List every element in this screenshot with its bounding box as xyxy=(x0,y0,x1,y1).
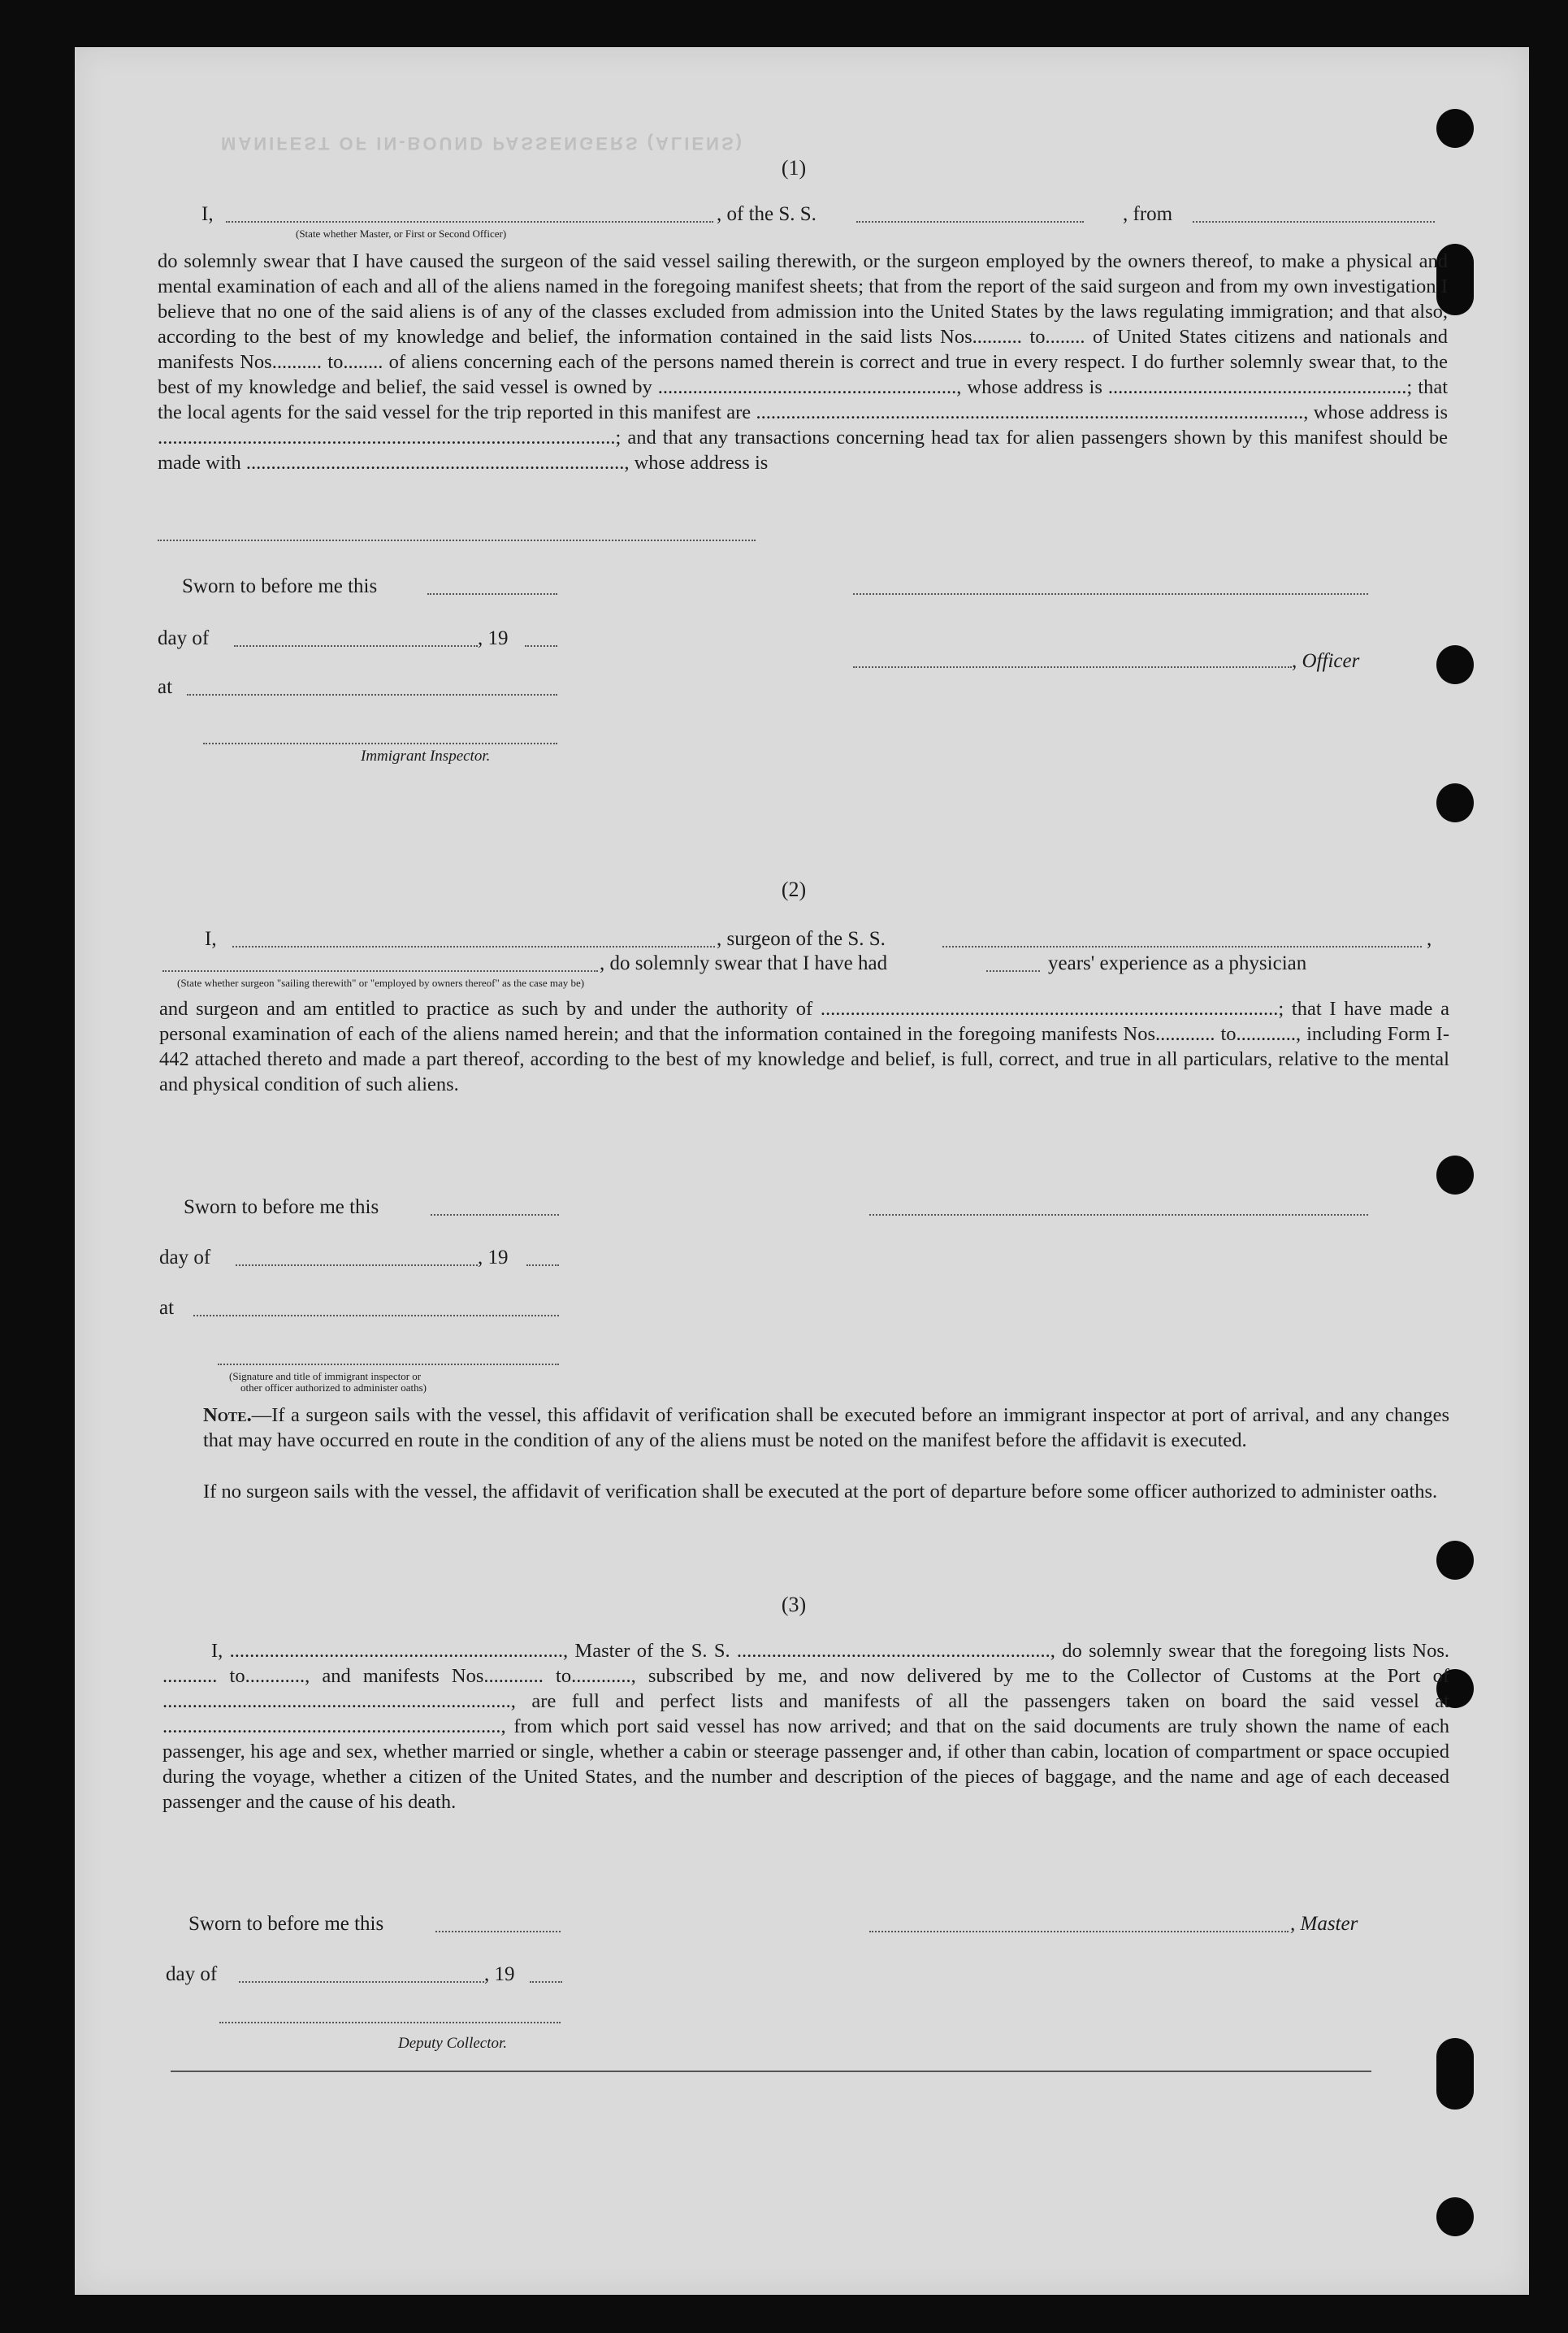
s3-sworn: Sworn to before me this xyxy=(188,1913,384,1935)
binder-hole xyxy=(1436,1156,1474,1195)
binder-hole xyxy=(1436,645,1474,684)
s2-ship-blank xyxy=(942,946,1422,948)
section-2-number: (2) xyxy=(781,878,807,901)
s2-note-2: If no surgeon sails with the vessel, the affidavit of verification shall be executed at the port of departure before some officer authorized to administer oaths. xyxy=(203,1481,1438,1503)
s3-day-blank xyxy=(239,1981,484,1983)
s1-officer-line xyxy=(853,666,1292,668)
s2-sworn: Sworn to before me this xyxy=(184,1196,379,1218)
s1-officer: , Officer xyxy=(1292,650,1360,672)
s2-note-label: Note. xyxy=(203,1404,252,1426)
s2-role-note: (State whether surgeon "sailing therewith" or "employed by owners thereof" as the case may be) xyxy=(177,977,585,989)
s1-sworn: Sworn to before me this xyxy=(182,575,378,597)
s1-day-of: day of xyxy=(158,627,210,649)
s2-year-blank xyxy=(526,1264,559,1266)
s2-at-blank xyxy=(193,1315,559,1316)
binder-hole xyxy=(1436,1541,1474,1580)
s3-year: , 19 xyxy=(484,1963,515,1985)
s1-day-blank xyxy=(234,645,478,647)
s3-master-line xyxy=(869,1931,1289,1932)
faint-header: MANIFEST OF IN-BOUND PASSENGERS (ALIENS) xyxy=(221,133,744,154)
s1-of-ss: , of the S. S. xyxy=(717,203,816,225)
s1-from: , from xyxy=(1123,203,1173,225)
s3-collector-line xyxy=(219,2022,561,2023)
s2-note xyxy=(203,1403,1449,1453)
binder-hole-double xyxy=(1436,2038,1474,2110)
s1-inspector: Immigrant Inspector. xyxy=(361,748,491,765)
s2-solemnly: , do solemnly swear that I have had xyxy=(600,952,888,974)
s1-at: at xyxy=(158,676,173,698)
s1-sworn-blank xyxy=(427,593,557,595)
section-1-number: (1) xyxy=(781,156,807,180)
s2-sig-note-2: other officer authorized to administer oaths) xyxy=(240,1381,427,1394)
s2-year: , 19 xyxy=(478,1247,509,1268)
s3-collector: Deputy Collector. xyxy=(398,2035,508,2052)
s1-i-label: I, xyxy=(201,203,214,225)
s2-sig-line xyxy=(218,1364,559,1365)
section-3-number: (3) xyxy=(781,1593,807,1616)
s1-ship-blank xyxy=(856,221,1084,223)
s3-day-of: day of xyxy=(166,1963,218,1985)
s2-sig-note-1: (Signature and title of immigrant inspector or xyxy=(229,1370,422,1382)
s1-from-blank xyxy=(1193,221,1435,223)
s1-address-blank xyxy=(158,540,756,541)
s2-sworn-blank xyxy=(431,1214,559,1216)
s2-note-text: —If a surgeon sails with the vessel, this affidavit of verification shall be executed before an immigrant inspector at port of arrival, and any changes that may have occurred en route in the condition of any of the aliens must be noted on the manifest before the affidavit is executed. xyxy=(203,1404,1449,1451)
s1-year: , 19 xyxy=(478,627,509,649)
s2-signature-line xyxy=(869,1214,1368,1216)
s2-years-blank xyxy=(986,970,1040,972)
s2-name-blank xyxy=(232,946,715,948)
s2-role-blank xyxy=(162,970,598,972)
binder-hole xyxy=(1436,109,1474,148)
s2-years-exp: years' experience as a physician xyxy=(1048,952,1307,974)
s2-at: at xyxy=(159,1297,175,1319)
s2-day-of: day of xyxy=(159,1247,211,1268)
s3-body: I, ..................................................................., Master of the S. S. ..............................................................., do solemnly swear that the foregoing lists Nos. ........... to............, and manifests Nos............ to............, subscribed by me, and now delivered by me to the Collector of Customs at the Port of ......................................................................, are full and perfect lists and manifests of all the passengers taken on board the said vessel at ...................................................................., from which port said vessel has now arrived; and that on the said documents are truly shown the name of each passenger, his age and sex, whether married or single, whether a cabin or steerage passenger and, if other than cabin, location of compartment or space occupied during the voyage, whether a citizen of the United States, and the number and description of the pieces of baggage, and the name and age of each deceased passenger and the cause of his death. xyxy=(162,1640,1449,1813)
s3-master: , Master xyxy=(1290,1913,1358,1935)
s2-surgeon-of: , surgeon of the S. S. xyxy=(717,928,886,950)
s1-master-note: (State whether Master, or First or Second Officer) xyxy=(296,228,507,240)
s1-signature-line xyxy=(853,593,1368,595)
s1-year-blank xyxy=(525,645,557,647)
s3-year-blank xyxy=(530,1981,562,1983)
bottom-rule xyxy=(171,2071,1371,2072)
s2-i-label: I, xyxy=(205,928,217,950)
s2-comma: , xyxy=(1427,928,1432,950)
s2-day-blank xyxy=(236,1264,478,1266)
s1-body: do solemnly swear that I have caused the surgeon of the said vessel sailing therewith, or the surgeon employed by the owners thereof, to make a physical and mental examination of each and all of the aliens named in the foregoing manifest sheets; that from the report of the said surgeon and from my own investigation I believe that no one of the said aliens is of any of the classes excluded from admission into the United States by the laws regulating immigration; and that also, according to the best of my knowledge and belief, the information contained in the said lists Nos.......... to........ of United States citizens and nationals and manifests Nos.......... to........ of aliens concerning each of the persons named therein is correct and true in every respect. I do further solemnly swear that, to the best of my knowledge and belief, the said vessel is owned by ............................................................, whose address is ............................................................; that the local agents for the said vessel for the trip reported in this manifest are .............................................................................................................., whose address is ............................................................................................; and that any transactions concerning head tax for alien passengers shown by this manifest should be made with ............................................................................, whose address is xyxy=(158,250,1448,474)
s3-sworn-blank xyxy=(435,1931,561,1932)
s1-officer-name-blank xyxy=(226,221,713,223)
s1-inspector-line xyxy=(203,743,557,744)
binder-hole xyxy=(1436,2197,1474,2236)
s2-body: and surgeon and am entitled to practice as such by and under the authority of ............................................................................................; that I have made a personal examination of each of the aliens named herein; and that the information contained in the foregoing manifests Nos............ to............, including Form I-442 attached thereto and made a part thereof, according to the best of my knowledge and belief, is full, correct, and true in all particulars, relative to the mental and physical condition of such aliens. xyxy=(159,998,1449,1095)
s1-at-blank xyxy=(187,694,557,696)
form-page xyxy=(75,47,1529,2295)
binder-hole xyxy=(1436,783,1474,822)
